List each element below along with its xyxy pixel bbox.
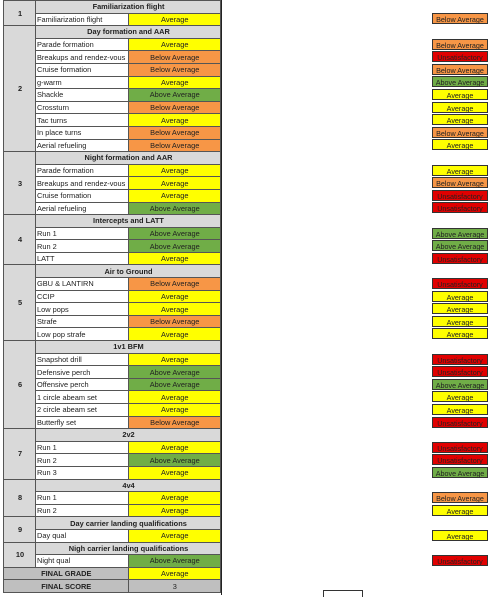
item-label: Aerial refueling bbox=[36, 139, 129, 152]
item-label: Run 3 bbox=[36, 466, 129, 479]
item-grade: Above Average bbox=[128, 227, 221, 240]
item-grade: Average bbox=[128, 177, 221, 190]
section-number: 8 bbox=[4, 479, 36, 517]
item-grade: Below Average bbox=[128, 315, 221, 328]
item-grade: Average bbox=[128, 13, 221, 26]
item-grade: Above Average bbox=[128, 202, 221, 215]
item-grade: Average bbox=[128, 529, 221, 542]
section-number: 6 bbox=[4, 341, 36, 429]
grades-table bbox=[3, 0, 221, 593]
item-label: CCIP bbox=[36, 290, 129, 303]
comparison-grade: Average bbox=[432, 291, 488, 302]
item-label: GBU & LANTIRN bbox=[36, 278, 129, 291]
comparison-grade: Unsatisfactory bbox=[432, 202, 488, 213]
item-grade: Average bbox=[128, 290, 221, 303]
section-number: 10 bbox=[4, 542, 36, 567]
item-grade: Average bbox=[128, 353, 221, 366]
section-number: 4 bbox=[4, 215, 36, 265]
comparison-grade: Unsatisfactory bbox=[432, 253, 488, 264]
item-label: Day qual bbox=[36, 529, 129, 542]
comparison-grade: Unsatisfactory bbox=[432, 442, 488, 453]
comparison-grade: Average bbox=[432, 303, 488, 314]
item-grade: Average bbox=[128, 252, 221, 265]
item-grade: Average bbox=[128, 164, 221, 177]
section-title: 2v2 bbox=[36, 429, 221, 442]
comparison-grade: Average bbox=[432, 530, 488, 541]
comparison-grade: Average bbox=[432, 505, 488, 516]
comparison-grade: Unsatisfactory bbox=[432, 454, 488, 465]
item-grade: Below Average bbox=[128, 51, 221, 64]
section-number: 1 bbox=[4, 1, 36, 26]
section-title: 1v1 BFM bbox=[36, 341, 221, 354]
comparison-grade: Above Average bbox=[432, 76, 488, 87]
comparison-grade: Below Average bbox=[432, 39, 488, 50]
item-grade: Average bbox=[128, 492, 221, 505]
comparison-grade: Unsatisfactory bbox=[432, 278, 488, 289]
comparison-grade: Average bbox=[432, 102, 488, 113]
item-grade: Average bbox=[128, 328, 221, 341]
item-grade: Average bbox=[128, 303, 221, 316]
item-grade: Average bbox=[128, 38, 221, 51]
item-grade: Below Average bbox=[128, 278, 221, 291]
item-label: Run 1 bbox=[36, 227, 129, 240]
item-label: Tac turns bbox=[36, 114, 129, 127]
item-grade: Below Average bbox=[128, 416, 221, 429]
comparison-grade: Average bbox=[432, 404, 488, 415]
item-label: Aerial refueling bbox=[36, 202, 129, 215]
comparison-grade: Average bbox=[432, 114, 488, 125]
comparison-grade: Average bbox=[432, 316, 488, 327]
item-label: Run 2 bbox=[36, 240, 129, 253]
final-grade-value: Average bbox=[128, 567, 221, 580]
section-title: Night formation and AAR bbox=[36, 152, 221, 165]
comparison-grade: Average bbox=[432, 89, 488, 100]
comparison-grade: Average bbox=[432, 328, 488, 339]
item-label: Low pops bbox=[36, 303, 129, 316]
comparison-grade: Above Average bbox=[432, 379, 488, 390]
item-label: Butterfly set bbox=[36, 416, 129, 429]
comparison-grade: Below Average bbox=[432, 177, 488, 188]
comparison-grade: Below Average bbox=[432, 492, 488, 503]
item-label: Snapshot drill bbox=[36, 353, 129, 366]
item-label: g-warm bbox=[36, 76, 129, 89]
item-label: In place turns bbox=[36, 126, 129, 139]
comparison-grade: Average bbox=[432, 391, 488, 402]
item-label: Offensive perch bbox=[36, 378, 129, 391]
section-title: Intercepts and LATT bbox=[36, 215, 221, 228]
comparison-grade: Average bbox=[432, 165, 488, 176]
comparison-grade: Below Average bbox=[432, 13, 488, 24]
item-grade: Average bbox=[128, 441, 221, 454]
item-grade: Below Average bbox=[128, 126, 221, 139]
item-grade: Average bbox=[128, 391, 221, 404]
item-grade: Average bbox=[128, 404, 221, 417]
item-grade: Above Average bbox=[128, 454, 221, 467]
item-grade: Average bbox=[128, 504, 221, 517]
column-divider bbox=[221, 0, 222, 595]
item-grade: Above Average bbox=[128, 240, 221, 253]
item-label: Low pop strafe bbox=[36, 328, 129, 341]
final-score-value: 3 bbox=[128, 580, 221, 593]
item-label: 1 circle abeam set bbox=[36, 391, 129, 404]
item-label: Breakups and rendez-vous bbox=[36, 177, 129, 190]
comparison-grade: Unsatisfactory bbox=[432, 354, 488, 365]
item-grade: Above Average bbox=[128, 89, 221, 102]
item-label: Parade formation bbox=[36, 38, 129, 51]
comparison-grade: Unsatisfactory bbox=[432, 51, 488, 62]
item-grade: Below Average bbox=[128, 101, 221, 114]
item-label: Familiarization flight bbox=[36, 13, 129, 26]
item-label: Cruise formation bbox=[36, 63, 129, 76]
final-score-label: FINAL SCORE bbox=[4, 580, 129, 593]
section-number: 5 bbox=[4, 265, 36, 341]
item-grade: Average bbox=[128, 189, 221, 202]
section-title: Air to Ground bbox=[36, 265, 221, 278]
comparison-grade: Unsatisfactory bbox=[432, 190, 488, 201]
section-title: Familiarization flight bbox=[36, 1, 221, 14]
section-number: 7 bbox=[4, 429, 36, 479]
item-label: Run 2 bbox=[36, 454, 129, 467]
item-label: Cruise formation bbox=[36, 189, 129, 202]
item-label: Night qual bbox=[36, 555, 129, 568]
section-number: 3 bbox=[4, 152, 36, 215]
empty-cell-box bbox=[323, 590, 363, 597]
item-grade: Average bbox=[128, 76, 221, 89]
comparison-grade: Above Average bbox=[432, 240, 488, 251]
item-grade: Average bbox=[128, 114, 221, 127]
section-title: Day formation and AAR bbox=[36, 26, 221, 39]
item-label: Run 1 bbox=[36, 441, 129, 454]
section-title: 4v4 bbox=[36, 479, 221, 492]
item-grade: Below Average bbox=[128, 63, 221, 76]
section-title: Day carrier landing qualifications bbox=[36, 517, 221, 530]
section-number: 9 bbox=[4, 517, 36, 542]
item-label: Crossturn bbox=[36, 101, 129, 114]
item-label: LATT bbox=[36, 252, 129, 265]
comparison-grade: Below Average bbox=[432, 64, 488, 75]
comparison-grade: Below Average bbox=[432, 127, 488, 138]
item-grade: Above Average bbox=[128, 366, 221, 379]
comparison-grade: Average bbox=[432, 139, 488, 150]
comparison-grade: Unsatisfactory bbox=[432, 366, 488, 377]
comparison-grade: Above Average bbox=[432, 228, 488, 239]
item-grade: Above Average bbox=[128, 555, 221, 568]
item-label: Parade formation bbox=[36, 164, 129, 177]
item-label: Shackle bbox=[36, 89, 129, 102]
item-label: Run 1 bbox=[36, 492, 129, 505]
comparison-grade: Unsatisfactory bbox=[432, 417, 488, 428]
item-label: Breakups and rendez-vous bbox=[36, 51, 129, 64]
item-label: 2 circle abeam set bbox=[36, 404, 129, 417]
final-grade-label: FINAL GRADE bbox=[4, 567, 129, 580]
item-label: Run 2 bbox=[36, 504, 129, 517]
comparison-grade: Unsatisfactory bbox=[432, 555, 488, 566]
item-grade: Above Average bbox=[128, 378, 221, 391]
section-title: Nigh carrier landing qualifications bbox=[36, 542, 221, 555]
item-grade: Below Average bbox=[128, 139, 221, 152]
item-label: Defensive perch bbox=[36, 366, 129, 379]
comparison-grade: Above Average bbox=[432, 467, 488, 478]
item-grade: Average bbox=[128, 466, 221, 479]
item-label: Strafe bbox=[36, 315, 129, 328]
section-number: 2 bbox=[4, 26, 36, 152]
